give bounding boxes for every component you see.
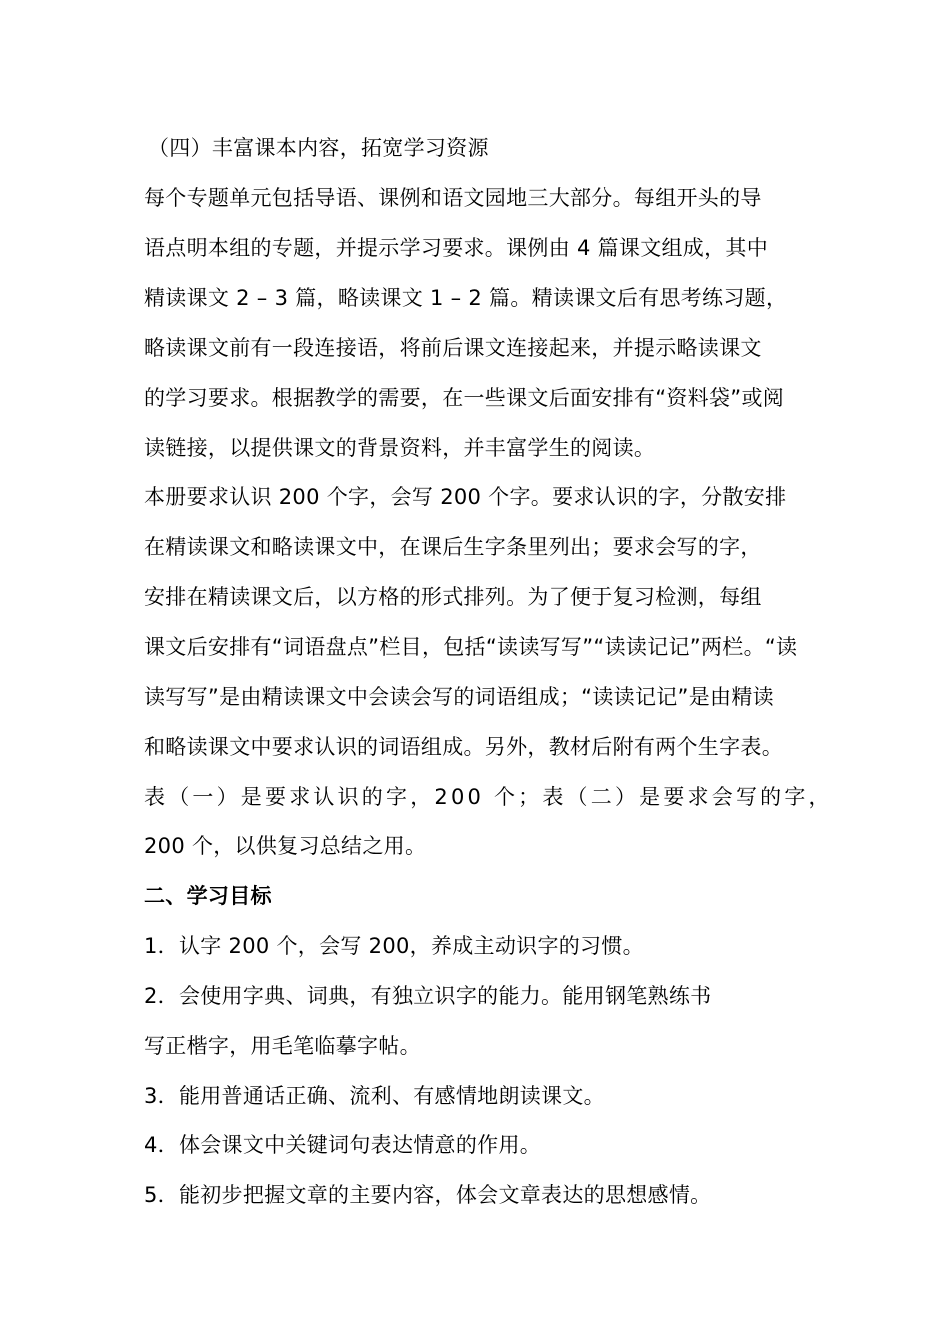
goal-item: 4．体会课文中关键词句表达情意的作用。 [144, 1133, 542, 1157]
paragraph-line: 略读课文前有一段连接语，将前后课文连接起来，并提示略读课文 [144, 336, 762, 360]
paragraph-line: 和略读课文中要求认识的词语组成。另外，教材后附有两个生字表。 [144, 735, 783, 759]
goal-item: 5．能初步把握文章的主要内容，体会文章表达的思想感情。 [144, 1183, 712, 1207]
paragraph-line: 课文后安排有“词语盘点”栏目，包括“读读写写”“读读记记”两栏。“读 [144, 635, 798, 659]
goal-item: 1．认字 200 个，会写 200，养成主动识字的习惯。 [144, 934, 644, 958]
paragraph-line: 表（一）是要求认识的字，200 个；表（二）是要求会写的字， [144, 785, 833, 809]
paragraph-line: 读写写”是由精读课文中会读会写的词语组成；“读读记记”是由精读 [144, 685, 774, 709]
paragraph-line: 每个专题单元包括导语、课例和语文园地三大部分。每组开头的导 [144, 186, 762, 210]
paragraph-line: 读链接，以提供课文的背景资料，并丰富学生的阅读。 [144, 436, 656, 460]
goal-item: 2．会使用字典、词典，有独立识字的能力。能用钢笔熟练书 [144, 984, 712, 1008]
paragraph-line: 在精读课文和略读课文中，在课后生字条里列出；要求会写的字， [144, 535, 762, 559]
paragraph-line: 语点明本组的专题，并提示学习要求。课例由 4 篇课文组成，其中 [144, 236, 769, 260]
paragraph-line: 200 个，以供复习总结之用。 [144, 834, 427, 858]
paragraph-line: 精读课文 2 – 3 篇，略读课文 1 – 2 篇。精读课文后有思考练习题， [144, 286, 788, 310]
goal-item-continuation: 写正楷字，用毛笔临摹字帖。 [144, 1034, 421, 1058]
paragraph-line: 本册要求认识 200 个字，会写 200 个字。要求认识的字，分散安排 [144, 485, 787, 509]
section-heading-goals: 二、学习目标 [144, 884, 272, 908]
goal-item: 3．能用普通话正确、流利、有感情地朗读课文。 [144, 1084, 605, 1108]
paragraph-line: 安排在精读课文后，以方格的形式排列。为了便于复习检测，每组 [144, 585, 762, 609]
section-heading: （四）丰富课本内容，拓宽学习资源 [148, 136, 489, 160]
paragraph-line: 的学习要求。根据教学的需要，在一些课文后面安排有“资料袋”或阅 [144, 386, 785, 410]
